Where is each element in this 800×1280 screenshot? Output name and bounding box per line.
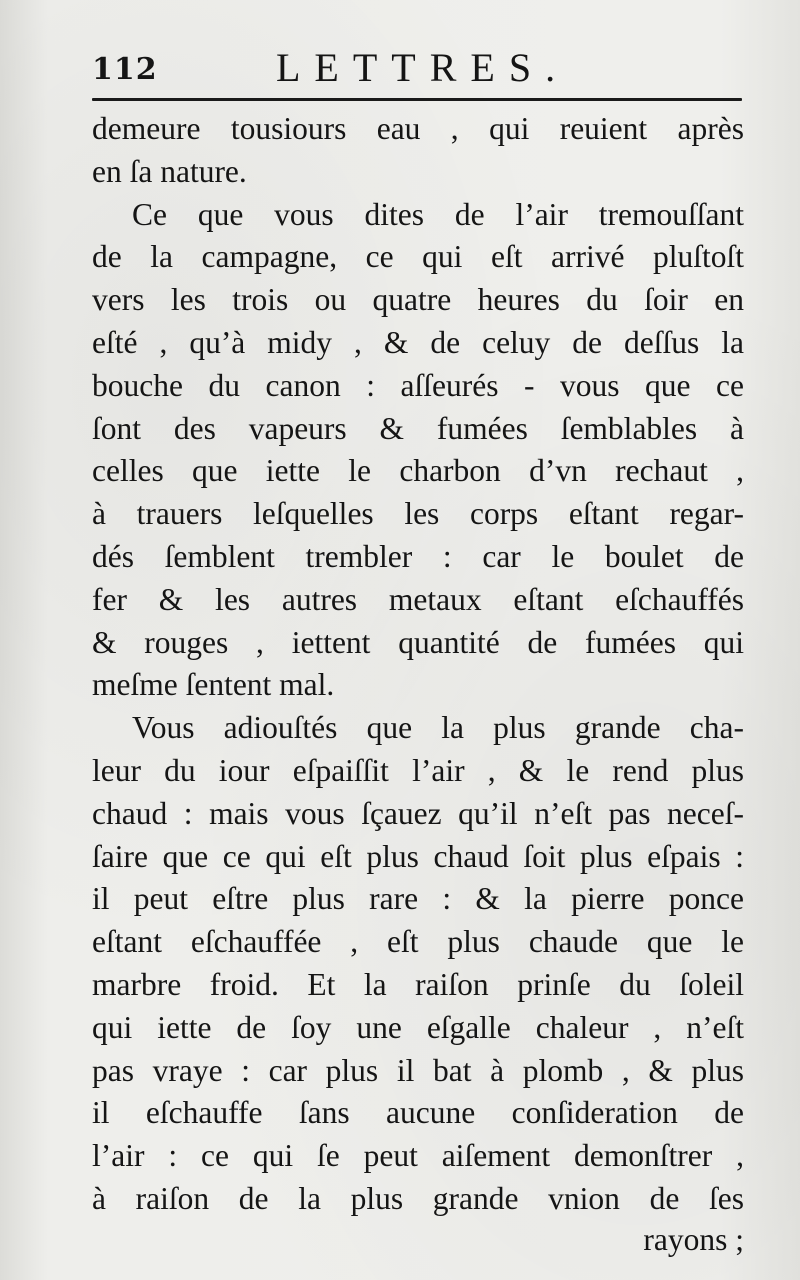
text-line: eſtant eſchauffée , eſt plus chaude que le — [92, 924, 744, 960]
text-line: il eſchauffe ſans aucune conſideration de — [92, 1095, 744, 1131]
text-line: à raiſon de la plus grande vnion de ſes — [92, 1180, 744, 1216]
text-line: Ce que vous dites de l’air tremouſſant — [132, 196, 744, 232]
text-line: leur du iour eſpaiſſit l’air , & le rend plus — [92, 752, 744, 788]
text-line: ſaire que ce qui eſt plus chaud ſoit plus eſpais : — [92, 838, 744, 874]
text-line: celles que iette le charbon d’vn rechaut , — [92, 453, 744, 489]
text-line: ſont des vapeurs & fumées ſemblables à — [92, 410, 744, 446]
text-line: de la campagne, ce qui eſt arrivé pluſtoſt — [92, 239, 744, 275]
text-line: marbre froid. Et la raiſon prinſe du ſoleil — [92, 966, 744, 1002]
text-line: meſme ſentent mal. — [92, 667, 335, 703]
page-number: 112 — [92, 52, 158, 87]
text-line: vers les trois ou quatre heures du ſoir en — [92, 282, 744, 318]
text-line: eſté , qu’à midy , & de celuy de deſſus la — [92, 324, 744, 360]
text-line: Vous adiouſtés que la plus grande cha- — [132, 710, 744, 746]
text-line: & rouges , iettent quantité de fumées qui — [92, 624, 744, 660]
catchword: rayons ; — [643, 1222, 744, 1257]
text-line: l’air : ce qui ſe peut aiſement demonſtrer , — [92, 1138, 744, 1174]
text-line: fer & les autres metaux eſtant eſchauffés — [92, 581, 744, 617]
text-line: chaud : mais vous ſçauez qu’il n’eſt pas neceſ- — [92, 795, 744, 831]
text-line: à trauers leſquelles les corps eſtant regar- — [92, 496, 744, 532]
text-line: dés ſemblent trembler : car le boulet de — [92, 538, 744, 574]
text-line: pas vraye : car plus il bat à plomb , & plus — [92, 1052, 744, 1088]
body-text — [92, 108, 744, 1221]
page-header — [92, 40, 742, 92]
running-head: LETTRES. — [276, 45, 570, 90]
text-line: bouche du canon : aſſeurés - vous que ce — [92, 367, 744, 403]
text-line: qui iette de ſoy une eſgalle chaleur , n’eſt — [92, 1009, 744, 1045]
header-rule — [92, 98, 742, 101]
text-line: demeure tousiours eau , qui reuient après — [92, 111, 744, 146]
text-line: en ſa nature. — [92, 153, 247, 189]
text-line: il peut eſtre plus rare : & la pierre ponce — [92, 881, 744, 917]
